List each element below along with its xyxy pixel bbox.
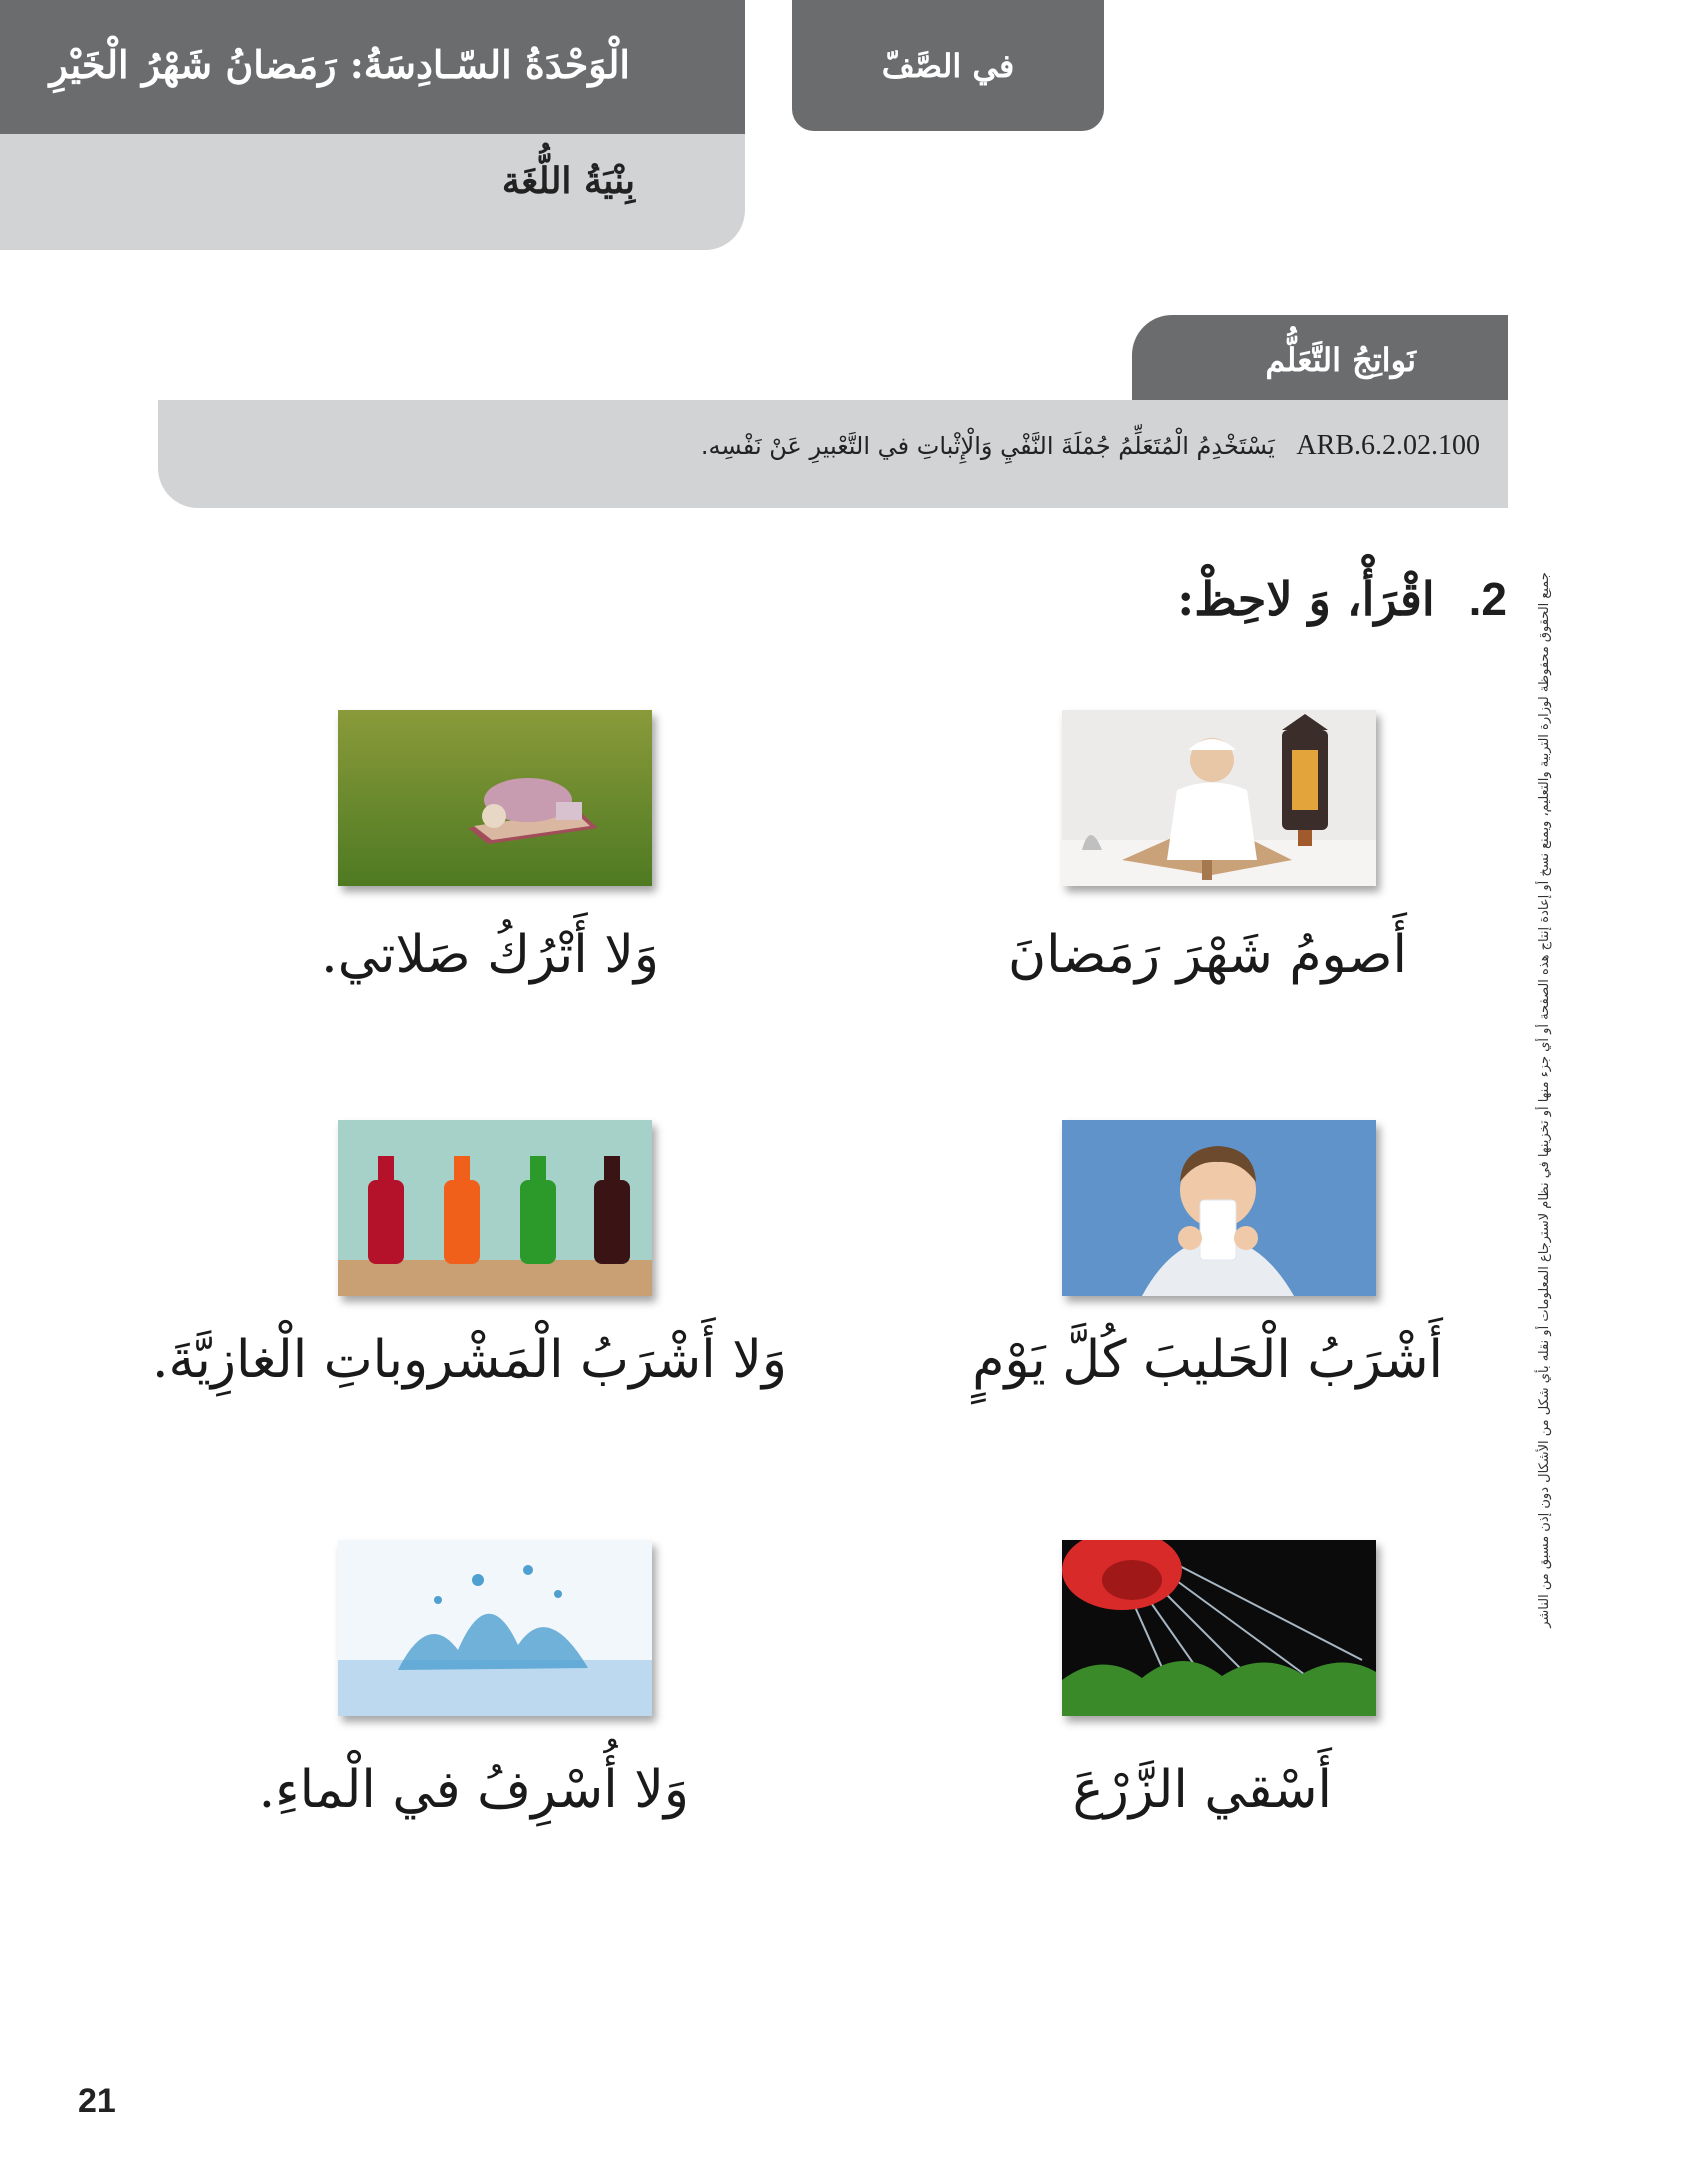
image-water-splash	[338, 1540, 652, 1716]
caption-2: وَلا أَتْرُكُ صَلاتي.	[321, 925, 659, 985]
class-tab	[792, 0, 1104, 131]
outcome-code: ARB.6.2.02.100	[1296, 430, 1480, 461]
outcome-line	[701, 430, 1480, 462]
exercise-instruction-text: اقْرَأْ، وَ لاحِظْ:	[1177, 572, 1435, 626]
page-number: 21	[78, 2082, 116, 2120]
outcomes-tab	[1132, 315, 1508, 403]
caption-5: أَسْقي الزَّرْعَ	[1072, 1760, 1332, 1820]
caption-1: أَصومُ شَهْرَ رَمَضانَ	[1007, 925, 1407, 985]
image-soda-bottles	[338, 1120, 652, 1296]
image-boy-drinking-milk	[1062, 1120, 1376, 1296]
image-boy-reading-quran	[1062, 710, 1376, 886]
caption-4: وَلا أَشْرَبُ الْمَشْروباتِ الْغازِيَّةَ.	[151, 1330, 787, 1390]
outcome-text: يَسْتَخْدِمُ الْمُتَعَلِّمُ جُمْلَةَ النَّفْيِ وَالْإِثْباتِ في التَّعْبيرِ عَنْ نَفْسِه.	[700, 432, 1275, 460]
copyright-text: جميع الحقوق محفوظة لوزارة التربية والتعليم، ويمنع نسخ أو إعادة إنتاج هذه الصفحة أو أي جزء منها أو تخزينها في نظام لاسترجاع المعلومات أو نقله بأي شكل من الأشكال دون إذن مسبق من الناشر	[1537, 572, 1552, 1628]
unit-header	[0, 0, 745, 250]
exercise-instruction	[1177, 572, 1507, 626]
unit-title-bar	[0, 0, 745, 134]
caption-6: وَلا أُسْرِفُ في الْماءِ.	[258, 1760, 689, 1820]
image-person-praying	[338, 710, 652, 886]
caption-3: أَشْرَبُ الْحَليبَ كُلَّ يَوْمٍ	[972, 1330, 1443, 1390]
outcomes-band	[158, 400, 1508, 508]
copyright-note	[1528, 500, 1562, 1700]
image-watering-can	[1062, 1540, 1376, 1716]
exercise-number: 2.	[1468, 573, 1507, 625]
section-title: بِنْيَةُ اللُّغَة	[501, 160, 635, 202]
outcomes-label: نَواتِجُ التَّعَلُّم	[1265, 341, 1416, 379]
class-tab-label: في الصَّفّ	[881, 46, 1015, 85]
unit-title: الْوَحْدَةُ السّـادِسَةُ: رَمَضانُ شَهْرُ الْخَيْرِ	[49, 42, 630, 87]
